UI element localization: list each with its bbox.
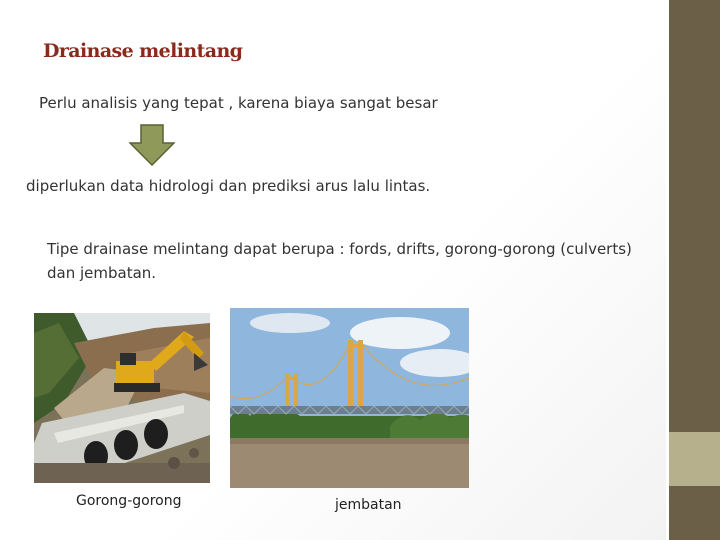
caption-bridge: jembatan [335,497,402,513]
bridge-photo [230,308,469,488]
text-paragraph-types: Tipe drainase melintang dapat berupa : fords, drifts, gorong-gorong (culverts) dan jembatan. [47,240,632,282]
caption-culvert: Gorong-gorong [76,493,182,509]
sidebar-decoration-light [669,432,720,486]
text-line-cost: Perlu analisis yang tepat , karena biaya sangat besar [39,94,438,112]
slide-title: Drainase melintang [43,40,243,62]
culvert-photo [34,313,210,483]
down-arrow-icon [129,124,175,166]
text-line-data: diperlukan data hidrologi dan prediksi arus lalu lintas. [26,177,431,195]
